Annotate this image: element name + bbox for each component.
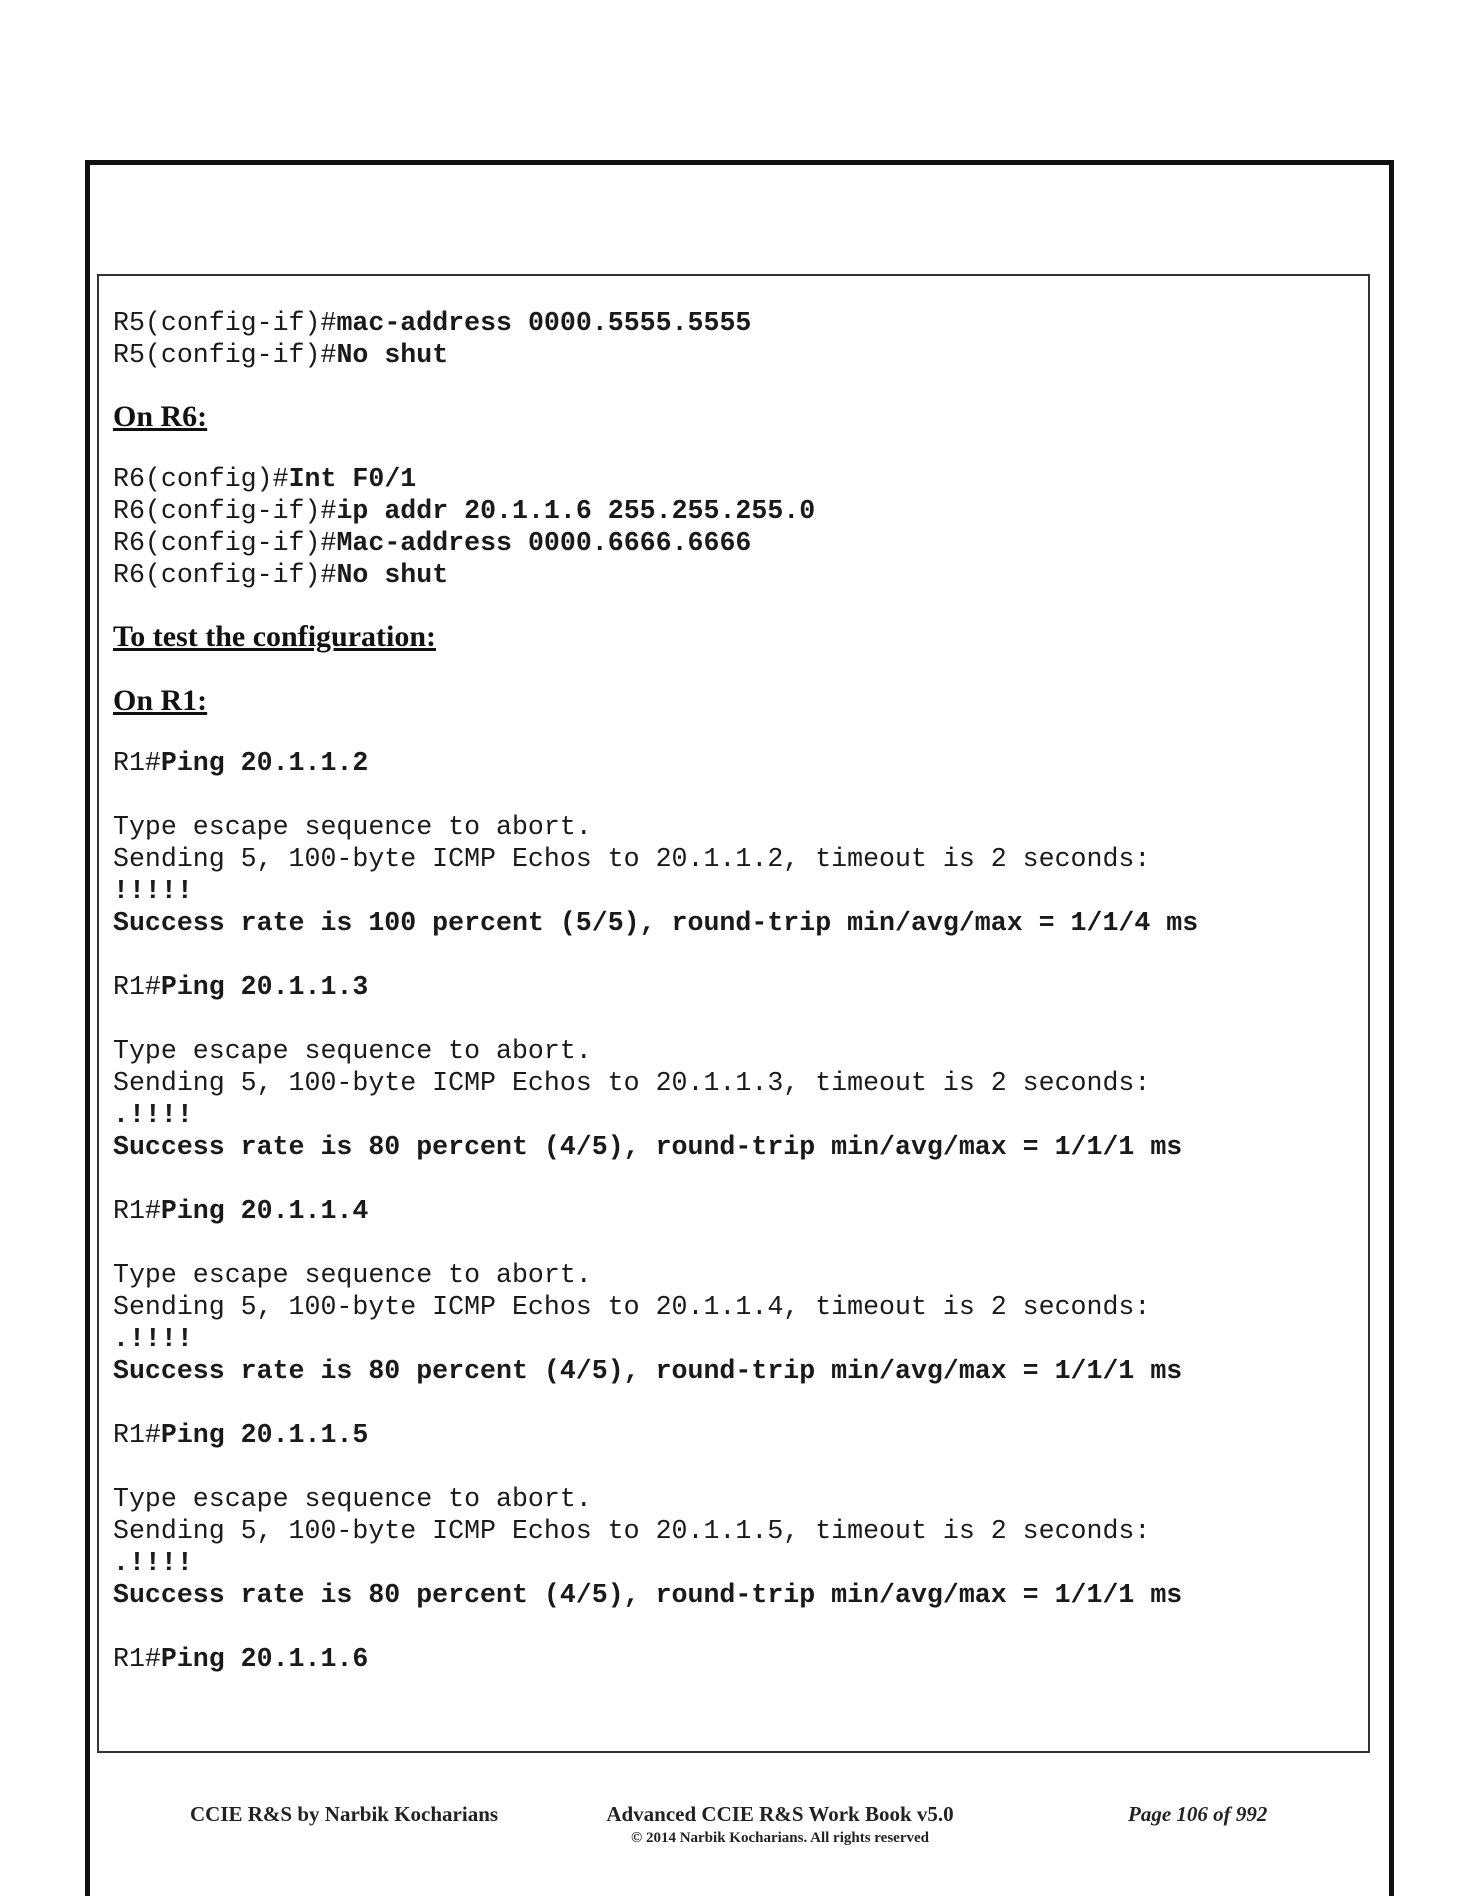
ping-result: Success rate is 80 percent (4/5), round-trip min/avg/max = 1/1/1 ms: [113, 1580, 1183, 1610]
ping-marks: .!!!!: [113, 1324, 193, 1354]
heading-on-r1: On R1:: [113, 684, 208, 717]
code-line: [113, 1643, 1358, 1675]
prompt: R6(config)#: [113, 464, 289, 494]
command: Ping 20.1.1.3: [160, 972, 369, 1002]
prompt: R1#: [113, 972, 161, 1002]
command: Int F0/1: [288, 464, 417, 494]
page-content: [113, 307, 1358, 1675]
command: Ping 20.1.1.2: [160, 748, 369, 778]
footer-book-title: Advanced CCIE R&S Work Book v5.0: [606, 1802, 954, 1826]
footer-page-number: Page 106 of 992: [1128, 1802, 1268, 1826]
ping-abort-line: Type escape sequence to abort.: [113, 1260, 592, 1290]
code-line: [113, 463, 1358, 495]
ping-result: Success rate is 80 percent (4/5), round-trip min/avg/max = 1/1/1 ms: [113, 1132, 1183, 1162]
prompt: R1#: [113, 1420, 161, 1450]
code-line: [113, 1419, 1358, 1451]
code-line: [113, 559, 1358, 591]
footer-author: CCIE R&S by Narbik Kocharians: [190, 1802, 499, 1826]
prompt: R1#: [113, 1196, 161, 1226]
footer-center: [580, 1802, 980, 1847]
command: Ping 20.1.1.4: [160, 1196, 369, 1226]
heading-on-r6: On R6:: [113, 400, 208, 433]
command: No shut: [336, 560, 449, 590]
ping-result: Success rate is 80 percent (4/5), round-trip min/avg/max = 1/1/1 ms: [113, 1356, 1183, 1386]
prompt: R1#: [113, 1644, 161, 1674]
heading-test-configuration: To test the configuration:: [113, 620, 437, 653]
prompt: R5(config-if)#: [113, 340, 337, 370]
ping-abort-line: Type escape sequence to abort.: [113, 1484, 592, 1514]
code-line: [113, 339, 1358, 371]
code-line: [113, 971, 1358, 1003]
ping-sending-line: Sending 5, 100-byte ICMP Echos to 20.1.1.2, timeout is 2 seconds:: [113, 844, 1151, 874]
command: mac-address 0000.5555.5555: [336, 308, 752, 338]
prompt: R6(config-if)#: [113, 560, 337, 590]
code-line: [113, 527, 1358, 559]
code-line: [113, 495, 1358, 527]
ping-marks: .!!!!: [113, 1100, 193, 1130]
footer-copyright: © 2014 Narbik Kocharians. All rights reserved: [630, 1830, 929, 1846]
prompt: R6(config-if)#: [113, 496, 337, 526]
ping-sending-line: Sending 5, 100-byte ICMP Echos to 20.1.1.5, timeout is 2 seconds:: [113, 1516, 1151, 1546]
code-line: [113, 1195, 1358, 1227]
command: No shut: [336, 340, 449, 370]
code-line: [113, 307, 1358, 339]
ping-marks: .!!!!: [113, 1548, 193, 1578]
ping-sending-line: Sending 5, 100-byte ICMP Echos to 20.1.1.4, timeout is 2 seconds:: [113, 1292, 1151, 1322]
content-box: [97, 274, 1370, 1753]
ping-sending-line: Sending 5, 100-byte ICMP Echos to 20.1.1.3, timeout is 2 seconds:: [113, 1068, 1151, 1098]
command: Mac-address 0000.6666.6666: [336, 528, 752, 558]
prompt: R1#: [113, 748, 161, 778]
prompt: R6(config-if)#: [113, 528, 337, 558]
ping-marks: !!!!!: [113, 876, 193, 906]
command: Ping 20.1.1.5: [160, 1420, 369, 1450]
ping-abort-line: Type escape sequence to abort.: [113, 812, 592, 842]
prompt: R5(config-if)#: [113, 308, 337, 338]
ping-result: Success rate is 100 percent (5/5), round-trip min/avg/max = 1/1/4 ms: [113, 908, 1199, 938]
ping-abort-line: Type escape sequence to abort.: [113, 1036, 592, 1066]
command: ip addr 20.1.1.6 255.255.255.0: [336, 496, 816, 526]
code-line: [113, 747, 1358, 779]
command: Ping 20.1.1.6: [160, 1644, 369, 1674]
